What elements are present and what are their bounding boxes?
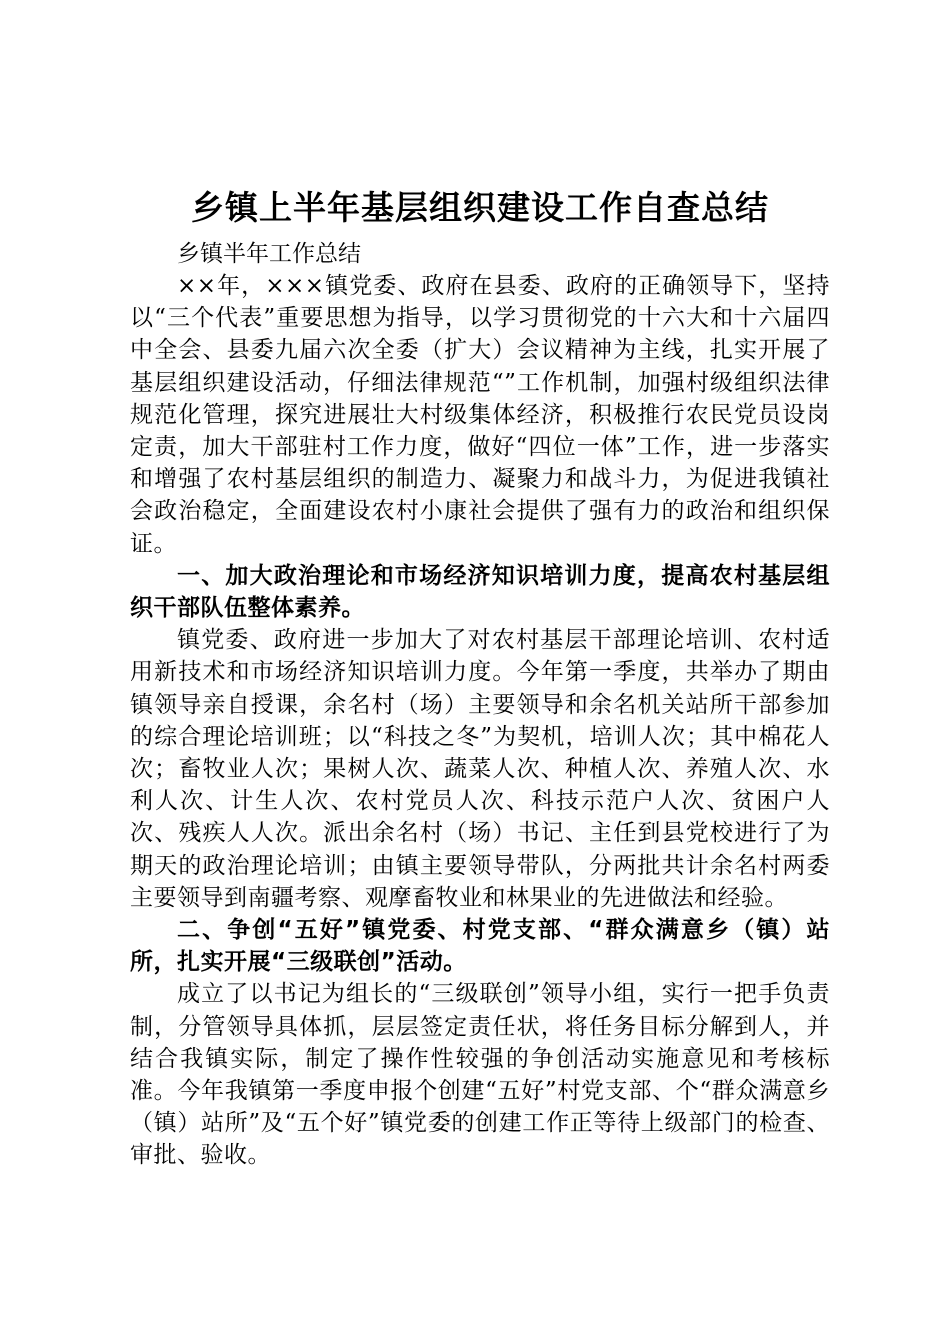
document-body: [130, 178, 830, 1172]
section-1-body: 镇党委、政府进一步加大了对农村基层干部理论培训、农村适用新技术和市场经济知识培训力度。今年第一季度，共举办了期由镇领导亲自授课，余名村（场）主要领导和余名机关站所干部参加的综合理论培训班；以“科技之冬”为契机，培训人次；其中棉花人次；畜牧业人次；果树人次、蔬菜人次、种植人次、养殖人次、水利人次、计生人次、农村党员人次、科技示范户人次、贫困户人次、残疾人人次。派出余名村（场）书记、主任到县党校进行了为期天的政治理论培训；由镇主要领导带队，分两批共计余名村两委主要领导到南疆考察、观摩畜牧业和林果业的先进做法和经验。: [130, 627, 830, 911]
section-1-heading: 一、加大政治理论和市场经济知识培训力度，提高农村基层组织干部队伍整体素养。: [130, 562, 830, 622]
section-2-body: 成立了以书记为组长的“三级联创”领导小组，实行一把手负责制，分管领导具体抓，层层签定责任状，将任务目标分解到人，并结合我镇实际，制定了操作性较强的争创活动实施意见和考核标准。今年我镇第一季度申报个创建“五好”村党支部、个“群众满意乡（镇）站所”及“五个好”镇党委的创建工作正等待上级部门的检查、审批、验收。: [130, 981, 830, 1169]
intro-paragraph: ××年，×××镇党委、政府在县委、政府的正确领导下，坚持以“三个代表”重要思想为指导，以学习贯彻党的十六大和十六届四中全会、县委九届六次全委（扩大）会议精神为主线，扎实开展了基层组织建设活动，仔细法律规范“”工作机制，加强村级组织法律规范化管理，探究进展壮大村级集体经济，积极推行农民党员设岗定责，加大干部驻村工作力度，做好“四位一体”工作，进一步落实和增强了农村基层组织的制造力、凝聚力和战斗力，为促进我镇社会政治稳定，全面建设农村小康社会提供了强有力的政治和组织保证。: [130, 273, 830, 557]
document-title: 乡镇上半年基层组织建设工作自查总结: [191, 188, 769, 227]
section-2-heading: 二、争创“五好”镇党委、村党支部、“群众满意乡（镇）站所，扎实开展“三级联创”活动。: [130, 917, 830, 976]
document-subtitle: 乡镇半年工作总结: [177, 241, 361, 267]
